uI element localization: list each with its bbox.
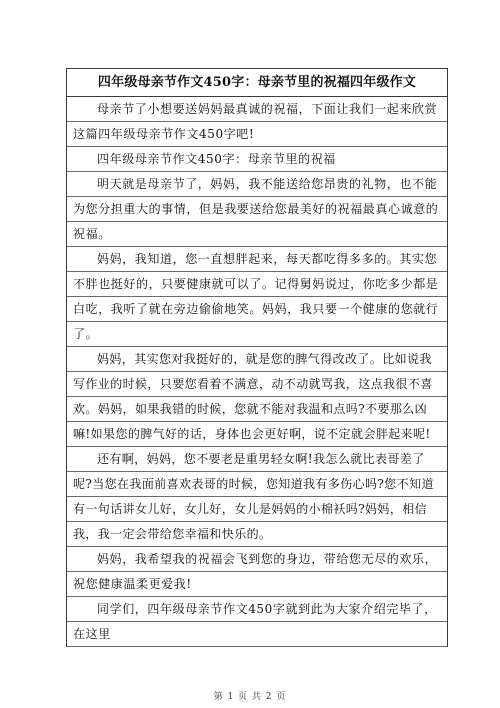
- paragraph-closing: 同学们，四年级母亲节作文450字就到此为大家介绍完毕了，在这里: [67, 597, 447, 647]
- paragraph-4: 还有啊，妈妈，您不要老是重男轻女啊!我怎么就比表哥差了呢?当您在我面前喜欢表哥的时候，您知道我有多伤心吗?您不知道有一句话讲女儿好，女儿好，女儿是妈妈的小棉袄吗?妈妈，相信我，我一定会带给您幸福和快乐的。: [67, 447, 447, 547]
- paragraph-intro: 母亲节了小想要送妈妈最真诚的祝福，下面让我们一起来欣赏这篇四年级母亲节作文450字吧!: [67, 97, 447, 147]
- document-table: [66, 68, 448, 647]
- paragraph-1: 明天就是母亲节了，妈妈，我不能送给您昂贵的礼物，也不能为您分担重大的事情，但是我要送给您最美好的祝福最真心诚意的祝福。: [67, 172, 447, 247]
- page-number: 第 1 页 共 2 页: [213, 692, 287, 702]
- paragraph-5: 妈妈，我希望我的祝福会飞到您的身边，带给您无尽的欢乐，祝您健康温柔更爱我!: [67, 547, 447, 597]
- paragraph-subtitle: 四年级母亲节作文450字：母亲节里的祝福: [67, 147, 447, 172]
- paragraph-2: 妈妈，我知道，您一直想胖起来，每天都吃得多多的。其实您不胖也挺好的，只要健康就可以了。记得舅妈说过，你吃多少都是白吃，我听了就在旁边偷偷地笑。妈妈，我只要一个健康的您就行了。: [67, 247, 447, 347]
- paragraph-3: 妈妈，其实您对我挺好的，就是您的脾气得改改了。比如说我写作业的时候，只要您看着不满意，动不动就骂我，这点我很不喜欢。妈妈，如果我错的时候，您就不能对我温和点吗?不要那么凶嘛!如果您的脾气好的话，身体也会更好啊，说不定就会胖起来呢!: [67, 347, 447, 447]
- document-title: 四年级母亲节作文450字：母亲节里的祝福四年级作文: [67, 69, 447, 97]
